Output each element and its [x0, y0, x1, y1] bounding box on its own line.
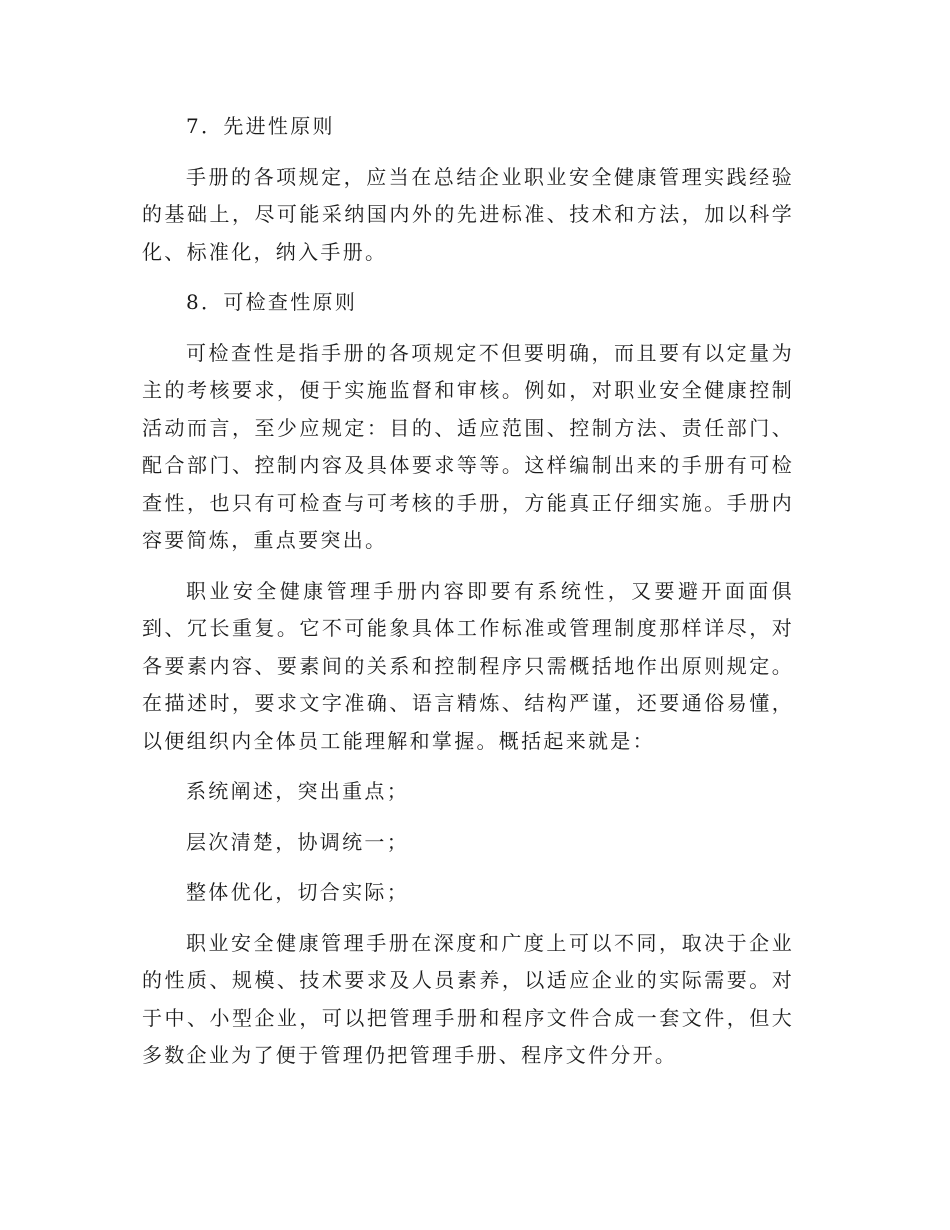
section-heading-7: 7．先进性原则: [186, 114, 335, 138]
paragraph-advanced-principle: 手册的各项规定，应当在总结企业职业安全健康管理实践经验的基础上，尽可能采纳国内外的先进标准、技术和方法，加以科学化、标准化，纳入手册。: [142, 164, 794, 264]
section-heading-8: 8．可检查性原则: [186, 290, 358, 314]
paragraph-checkability-principle: 可检查性是指手册的各项规定不但要明确，而且要有以定量为主的考核要求，便于实施监督和审核。例如，对职业安全健康控制活动而言，至少应规定：目的、适应范围、控制方法、责任部门、配合部门、控制内容及具体要求等等。这样编制出来的手册有可检查性，也只有可检查与可考核的手册，方能真正仔细实施。手册内容要简炼，重点要突出。: [142, 340, 794, 552]
paragraph-content-requirements: 职业安全健康管理手册内容即要有系统性，又要避开面面俱到、冗长重复。它不可能象具体工作标准或管理制度那样详尽，对各要素内容、要素间的关系和控制程序只需概括地作出原则规定。在描述时，要求文字准确、语言精炼、结构严谨，还要通俗易懂，以便组织内全体员工能理解和掌握。概括起来就是：: [142, 578, 794, 753]
summary-item-1: 系统阐述，突出重点；: [186, 779, 409, 803]
document-body: [142, 108, 794, 1088]
summary-item-3: 整体优化，切合实际；: [186, 880, 409, 904]
summary-item-2: 层次清楚，协调统一；: [186, 829, 409, 854]
paragraph-depth-breadth: 职业安全健康管理手册在深度和广度上可以不同，取决于企业的性质、规模、技术要求及人员素养，以适应企业的实际需要。对于中、小型企业，可以把管理手册和程序文件合成一套文件，但大多数企业为了便于管理仍把管理手册、程序文件分开。: [142, 930, 794, 1067]
